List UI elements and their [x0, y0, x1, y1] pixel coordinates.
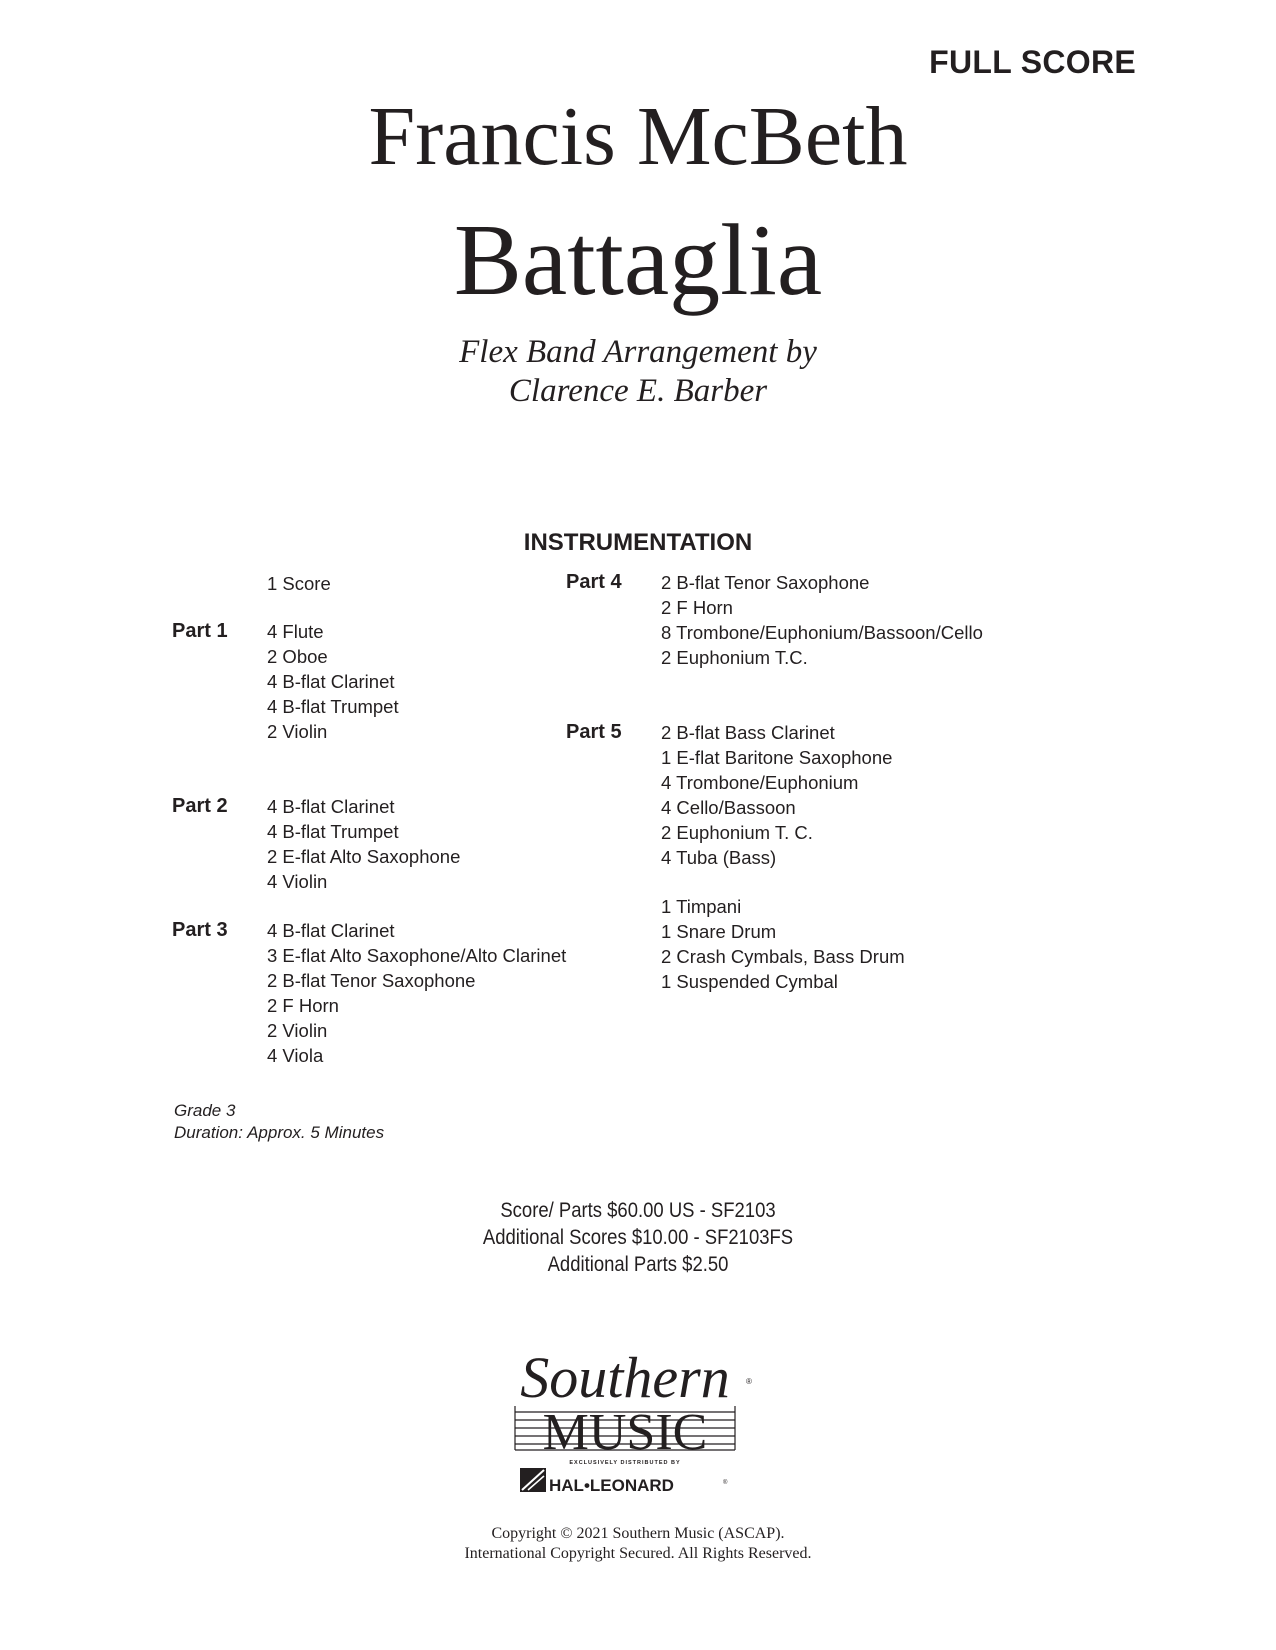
- part-4-label: Part 4: [566, 571, 622, 593]
- list-item: 2 B-flat Tenor Saxophone: [267, 970, 476, 991]
- list-item: 4 Trombone/Euphonium: [661, 772, 859, 793]
- composer-name: Francis McBeth: [368, 90, 908, 183]
- part-5-list: [661, 720, 892, 870]
- list-item: 1 Snare Drum: [661, 921, 777, 942]
- distributor-name: HAL•LEONARD: [549, 1476, 674, 1495]
- logo-word-music: MUSIC: [542, 1404, 708, 1461]
- list-item: 2 Violin: [267, 1020, 328, 1041]
- part-4-list: [661, 570, 983, 670]
- registered-mark: ®: [723, 1480, 728, 1486]
- list-item: 4 Tuba (Bass): [661, 847, 777, 868]
- part-2-list: [267, 794, 460, 894]
- list-item: 2 F Horn: [267, 995, 339, 1016]
- list-item: 1 Score: [267, 573, 331, 594]
- grade-text: Grade 3: [174, 1101, 236, 1120]
- price-line: Additional Scores $10.00 - SF2103FS: [482, 1226, 794, 1249]
- hal-leonard-icon: [520, 1468, 546, 1492]
- arranger-name: Clarence E. Barber: [508, 373, 768, 409]
- percussion-list: [661, 894, 905, 994]
- registered-mark: ®: [746, 1377, 752, 1386]
- list-item: 4 B-flat Trumpet: [267, 821, 399, 842]
- list-item: 4 B-flat Clarinet: [267, 796, 395, 817]
- list-item: 2 Euphonium T. C.: [661, 822, 813, 843]
- part-3-list: [267, 918, 566, 1068]
- list-item: 1 E-flat Baritone Saxophone: [661, 747, 893, 768]
- instrumentation-heading: INSTRUMENTATION: [523, 529, 753, 556]
- full-score-label: FULL SCORE: [929, 44, 1136, 80]
- list-item: 2 Euphonium T.C.: [661, 647, 808, 668]
- copyright-line: International Copyright Secured. All Rights Reserved.: [464, 1545, 812, 1562]
- list-item: 4 B-flat Clarinet: [267, 920, 395, 941]
- arrangement-credit-line1: Flex Band Arrangement by: [459, 334, 817, 370]
- part-1-list: [267, 619, 399, 744]
- list-item: 4 Cello/Bassoon: [661, 797, 796, 818]
- list-item: 4 B-flat Clarinet: [267, 671, 395, 692]
- price-line: Additional Parts $2.50: [547, 1253, 729, 1276]
- part-1-label: Part 1: [172, 620, 228, 642]
- list-item: 4 Flute: [267, 621, 324, 642]
- list-item: 2 B-flat Bass Clarinet: [661, 722, 835, 743]
- score-count: [267, 571, 331, 596]
- list-item: 3 E-flat Alto Saxophone/Alto Clarinet: [267, 945, 567, 966]
- list-item: 4 Viola: [267, 1045, 324, 1066]
- southern-music-logo: [505, 1340, 775, 1510]
- page-title: Battaglia: [453, 204, 823, 317]
- list-item: 2 F Horn: [661, 597, 733, 618]
- list-item: 2 E-flat Alto Saxophone: [267, 846, 461, 867]
- duration-text: Duration: Approx. 5 Minutes: [174, 1123, 385, 1142]
- copyright-line: Copyright © 2021 Southern Music (ASCAP).: [491, 1525, 785, 1542]
- part-2-label: Part 2: [172, 795, 228, 817]
- list-item: 1 Suspended Cymbal: [661, 971, 838, 992]
- part-5-label: Part 5: [566, 721, 622, 743]
- list-item: 4 Violin: [267, 871, 328, 892]
- list-item: 1 Timpani: [661, 896, 742, 917]
- price-list: [0, 1197, 1276, 1278]
- list-item: 2 Crash Cymbals, Bass Drum: [661, 946, 905, 967]
- distributed-by-text: EXCLUSIVELY DISTRIBUTED BY: [569, 1460, 681, 1466]
- list-item: 8 Trombone/Euphonium/Bassoon/Cello: [661, 622, 983, 643]
- part-3-label: Part 3: [172, 919, 228, 941]
- logo-word-southern: Southern: [520, 1345, 730, 1410]
- grade-duration: [174, 1100, 384, 1144]
- list-item: 2 B-flat Tenor Saxophone: [661, 572, 870, 593]
- list-item: 4 B-flat Trumpet: [267, 696, 399, 717]
- price-line: Score/ Parts $60.00 US - SF2103: [500, 1199, 776, 1222]
- copyright-notice: [0, 1524, 1276, 1564]
- list-item: 2 Violin: [267, 721, 328, 742]
- list-item: 2 Oboe: [267, 646, 328, 667]
